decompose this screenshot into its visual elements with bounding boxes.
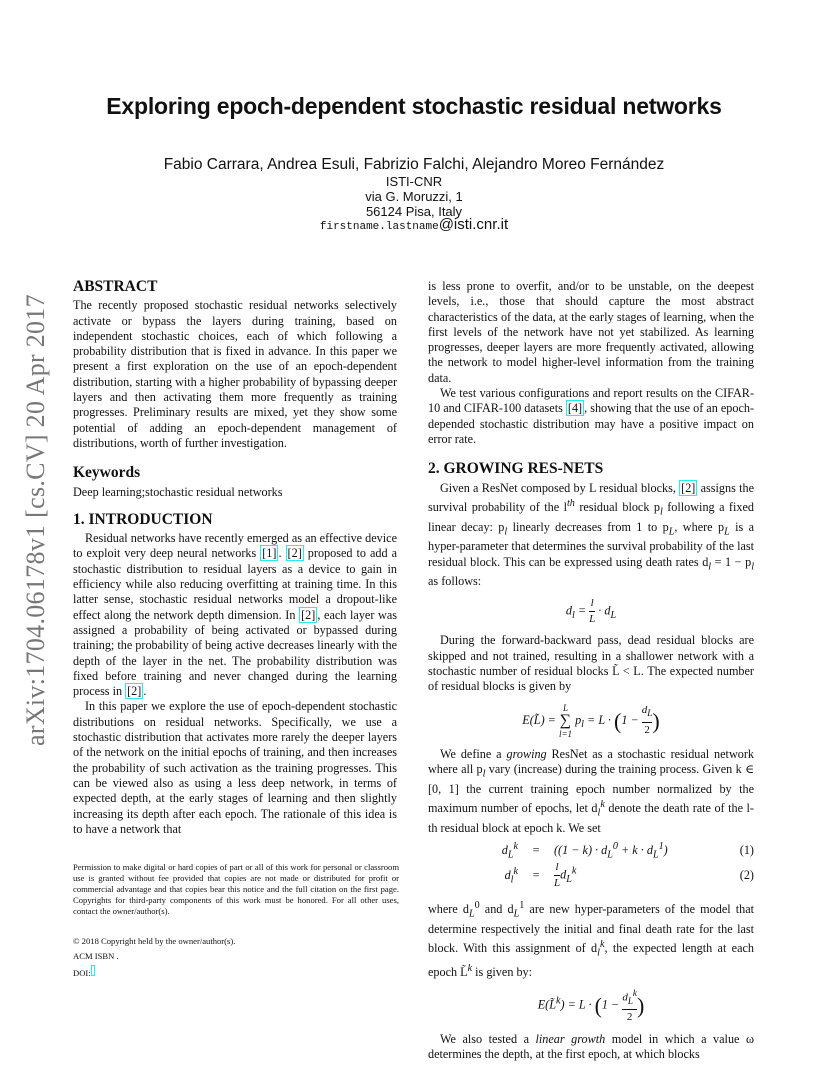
arxiv-identifier	[16, 285, 56, 755]
affiliation-institute: ISTI-CNR	[385, 174, 443, 189]
intro-paragraph-1: Residual networks have recently emerged as an effective device to exploit very deep neural networks [1] . [2] proposed to add a stochastic distribution to residual layers as a device to gain in efficiency while also reducing overfitting at training time. In this latter sense, stochastic residual networks model a dropout-like effect along the network depth dimension. In [2] , each layer was assigned a probability of being activated or bypassed during training; the probability of being active decreases linearly with the depth of the layer in the net. The probability distribution was fixed before training and never changed during the learning process in [2] .	[73, 531, 398, 699]
citation-link[interactable]: [2]	[127, 684, 142, 699]
right-paragraph-datasets: We test various configurations and report results on the CIFAR-10 and CIFAR-100 datasets [4] , showing that the use of an epoch-depended stochastic distribution may have a positive impact on error rate.	[428, 386, 755, 446]
acm-isbn-line: ACM ISBN .	[73, 951, 119, 961]
equation-1-number: (1)	[739, 843, 754, 858]
keywords-heading: Keywords	[73, 464, 141, 482]
right-column	[428, 279, 754, 1062]
citation-link[interactable]: [2]	[681, 480, 696, 495]
section-2-heading: 2. GROWING RES-NETS	[428, 460, 604, 478]
introduction-heading: 1. INTRODUCTION	[73, 510, 213, 528]
citation-link[interactable]: [4]	[567, 401, 583, 416]
permission-footnote: Permission to make digital or hard copies of part or all of this work for personal or classroom use is granted without fee provided that copies are not made or distributed for profit or commercial advantage and that copies bear this notice and the full citation on the first page. Copyrights for third-party components of this work must be honored. For all other uses, contact the owner/author(s).	[73, 862, 399, 916]
section-2-paragraph-3: We define a growing ResNet as a stochastic residual network where all $p_l$ vary (increase) during the training process. Given k ∈ [0, 1] the current training epoch number normalized by the maximum number of epochs, let $d_l^k$ denote the death rate of the l-th residual block at epoch k. We set	[428, 746, 754, 835]
equation-2: $d_l^k$ = $\frac{l}{L}$ $d_L^k$ (2)	[504, 861, 754, 890]
doi-line: DOI:	[73, 965, 95, 980]
section-2-paragraph-1: Given a ResNet composed by L residual blocks, [2] assigns the survival probability of the $l^{th}$ residual block $p_l$ following a fixed linear decay: $p_l$ linearly decreases from 1 to $p_L$, where $p_L$ is a hyper-parameter that determines the survival probability of the last residual block. This can be expressed using death rates $d_l = 1 - p_l$ as follows:	[428, 480, 755, 589]
right-paragraph-continued: is less prone to overfit, and/or to be unstable, on the deepest levels, i.e., those that should capture the most abstract characteristics of the data, at the early stages of learning, when the first levels of the network have not yet stabilized. As learning progresses, deeper layers are more frequently activated, allowing the network to model higher-level information from the training data.	[428, 279, 754, 385]
keywords-text: Deep learning;stochastic residual networks	[73, 484, 283, 499]
abstract-heading: ABSTRACT	[73, 278, 158, 295]
paper-title: Exploring epoch-dependent stochastic residual networks	[106, 93, 722, 119]
section-2-paragraph-5: We also tested a linear growth model in which a value ω determines the depth, at the first epoch, at which blocks	[428, 1031, 754, 1061]
equation-2-number: (2)	[739, 868, 754, 883]
citation-link[interactable]: [2]	[301, 607, 316, 622]
author-list: Fabio Carrara, Andrea Esuli, Fabrizio Falchi, Alejandro Moreo Fernández	[163, 156, 665, 173]
affiliation-street: via G. Moruzzi, 1	[365, 189, 463, 204]
email-domain: @isti.cnr.it	[438, 216, 509, 233]
section-2-paragraph-4: where $d_L^0$ and $d_L^1$ are new hyper-parameters of the model that determine respectively the initial and final death rate for the last block. With this assignment of $d_l^k$, the expected length at each epoch L̃$^k$ is given by:	[428, 899, 754, 979]
arxiv-id-text: arXiv:1704.06178v1 [cs.CV] 20 Apr 2017	[21, 294, 50, 746]
doi-link[interactable]	[91, 965, 95, 976]
equation-expected-length: E(L̃$^k$) = L · (1 − $d_L^k$ 2 )	[537, 988, 645, 1024]
author-email	[0, 216, 828, 234]
copyright-line: © 2018 Copyright held by the owner/author(s).	[73, 936, 236, 946]
equation-1: $d_L^k$ = $((1 - k) \cdot d_L^0 + k \cdot d_L^1)$ (1)	[501, 841, 754, 861]
intro-paragraph-2: In this paper we explore the use of epoch-dependent stochastic distributions on residual networks. Specifically, we use a stochastic distribution that activates more rarely the deeper layers of the network on the initial epochs of training, and then increases the probability of such activation as the training progresses. This can be viewed also as using a less deep network, in terms of expected depth, at the early stages of learning and then slightly increasing its depth after each epoch. The rationale of this idea is to have a network that	[73, 699, 397, 836]
affiliation-city: 56124 Pisa, Italy	[365, 204, 463, 219]
left-column	[73, 279, 397, 837]
section-2-paragraph-2: During the forward-backward pass, dead residual blocks are skipped and not trained, resulting in a shallower network with a stochastic number of residual blocks L̃ < L. The expected number of residual blocks is given by	[428, 633, 754, 694]
abstract-text: The recently proposed stochastic residual networks selectively activate or bypass the layers during training, based on independent stochastic choices, each of which following a probability distribution that is fixed in advance. In this paper we present a first exploration on the use of an epoch-dependent distribution, starting with a higher probability of bypassing deeper layers and then activating them more frequently as training progresses. Preliminary results are mixed, yet they show some potential of adding an epoch-dependent management of distributions, worth of further investigation.	[73, 298, 397, 450]
citation-link[interactable]: [1]	[262, 546, 277, 561]
equation-death-rate: $d_l$ = $\frac{l}{L}$ · $d_L$	[565, 596, 617, 626]
citation-link[interactable]: [2]	[287, 546, 302, 561]
equation-expected-blocks: E(L̃) = L ∑ l=1 $p_l = L \cdot (1$ − $\frac{d_L}{2}$ )	[522, 702, 660, 739]
email-user: firstname.lastname	[319, 221, 439, 233]
